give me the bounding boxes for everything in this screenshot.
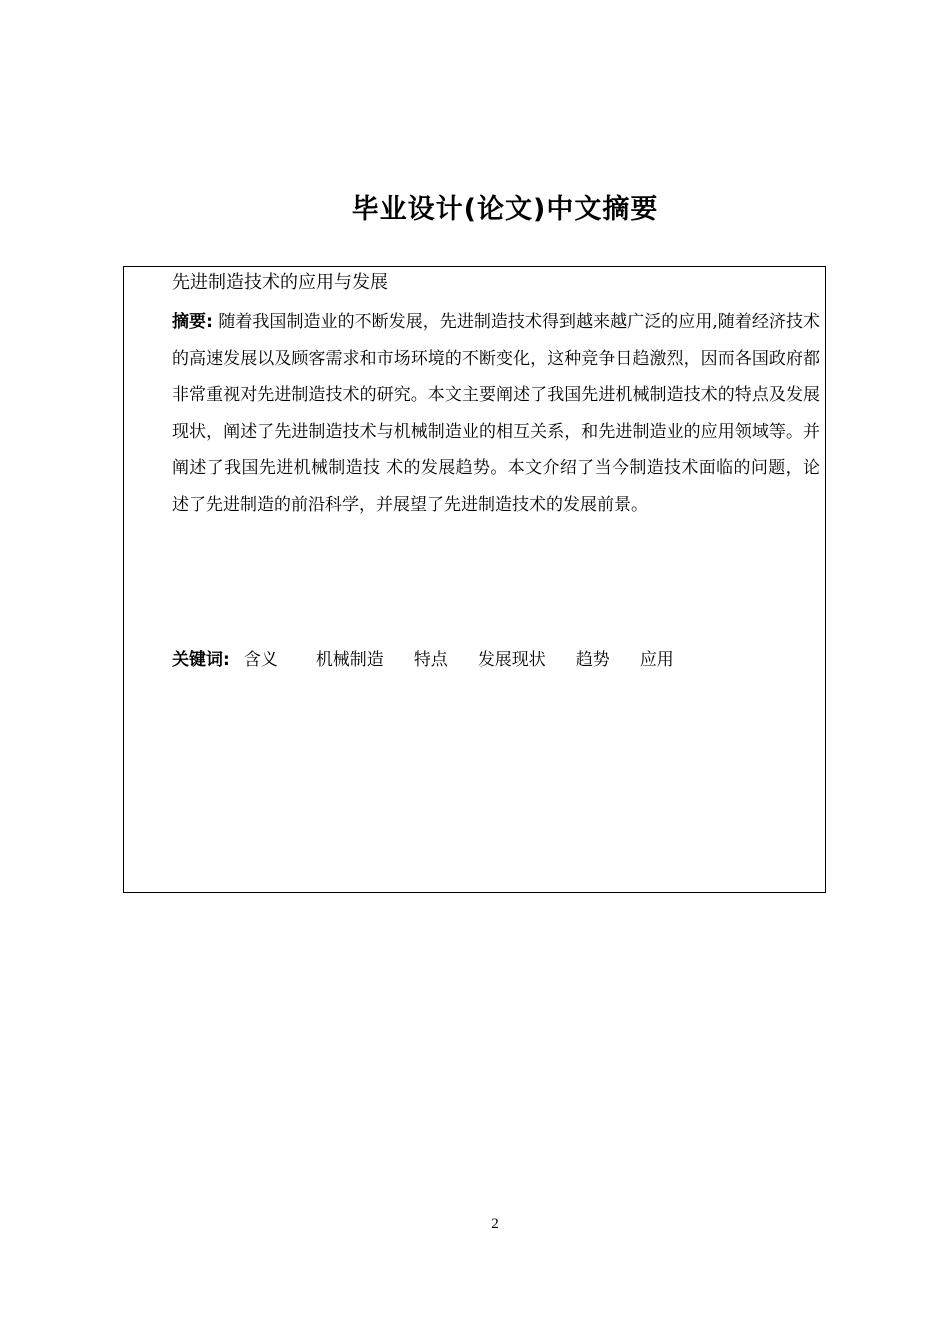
page-title: 毕业设计(论文)中文摘要 [351, 194, 659, 225]
keyword: 发展现状 [477, 650, 546, 670]
keyword: 特点 [413, 650, 448, 670]
abstract-label: 摘要: [172, 312, 213, 332]
page-number: 2 [491, 1216, 499, 1232]
keyword: 趋势 [575, 650, 610, 670]
keyword: 含义 [243, 650, 278, 670]
abstract-body [172, 304, 820, 523]
keywords-label: 关键词: [172, 650, 230, 670]
keyword: 机械制造 [315, 650, 384, 670]
keyword: 应用 [639, 650, 674, 670]
abstract-text: 随着我国制造业的不断发展，先进制造技术得到越来越广泛的应用,随着经济技术的高速发展以及顾客需求和市场环境的不断变化，这种竞争日趋激烈，因而各国政府都非常重视对先进制造技术的研究。本文主要阐述了我国先进机械制造技术的特点及发展现状，阐述了先进制造技术与机械制造业的相互关系，和先进制造业的应用领域等。并阐述了我国先进机械制造技 术的发展趋势。本文介绍了当今制造技术面临的问题，论述了先进制造的前沿科学，并展望了先进制造技术的发展前景。 [172, 312, 820, 515]
thesis-title: 先进制造技术的应用与发展 [172, 272, 388, 293]
abstract-box [123, 266, 826, 893]
keywords-row [172, 645, 674, 675]
